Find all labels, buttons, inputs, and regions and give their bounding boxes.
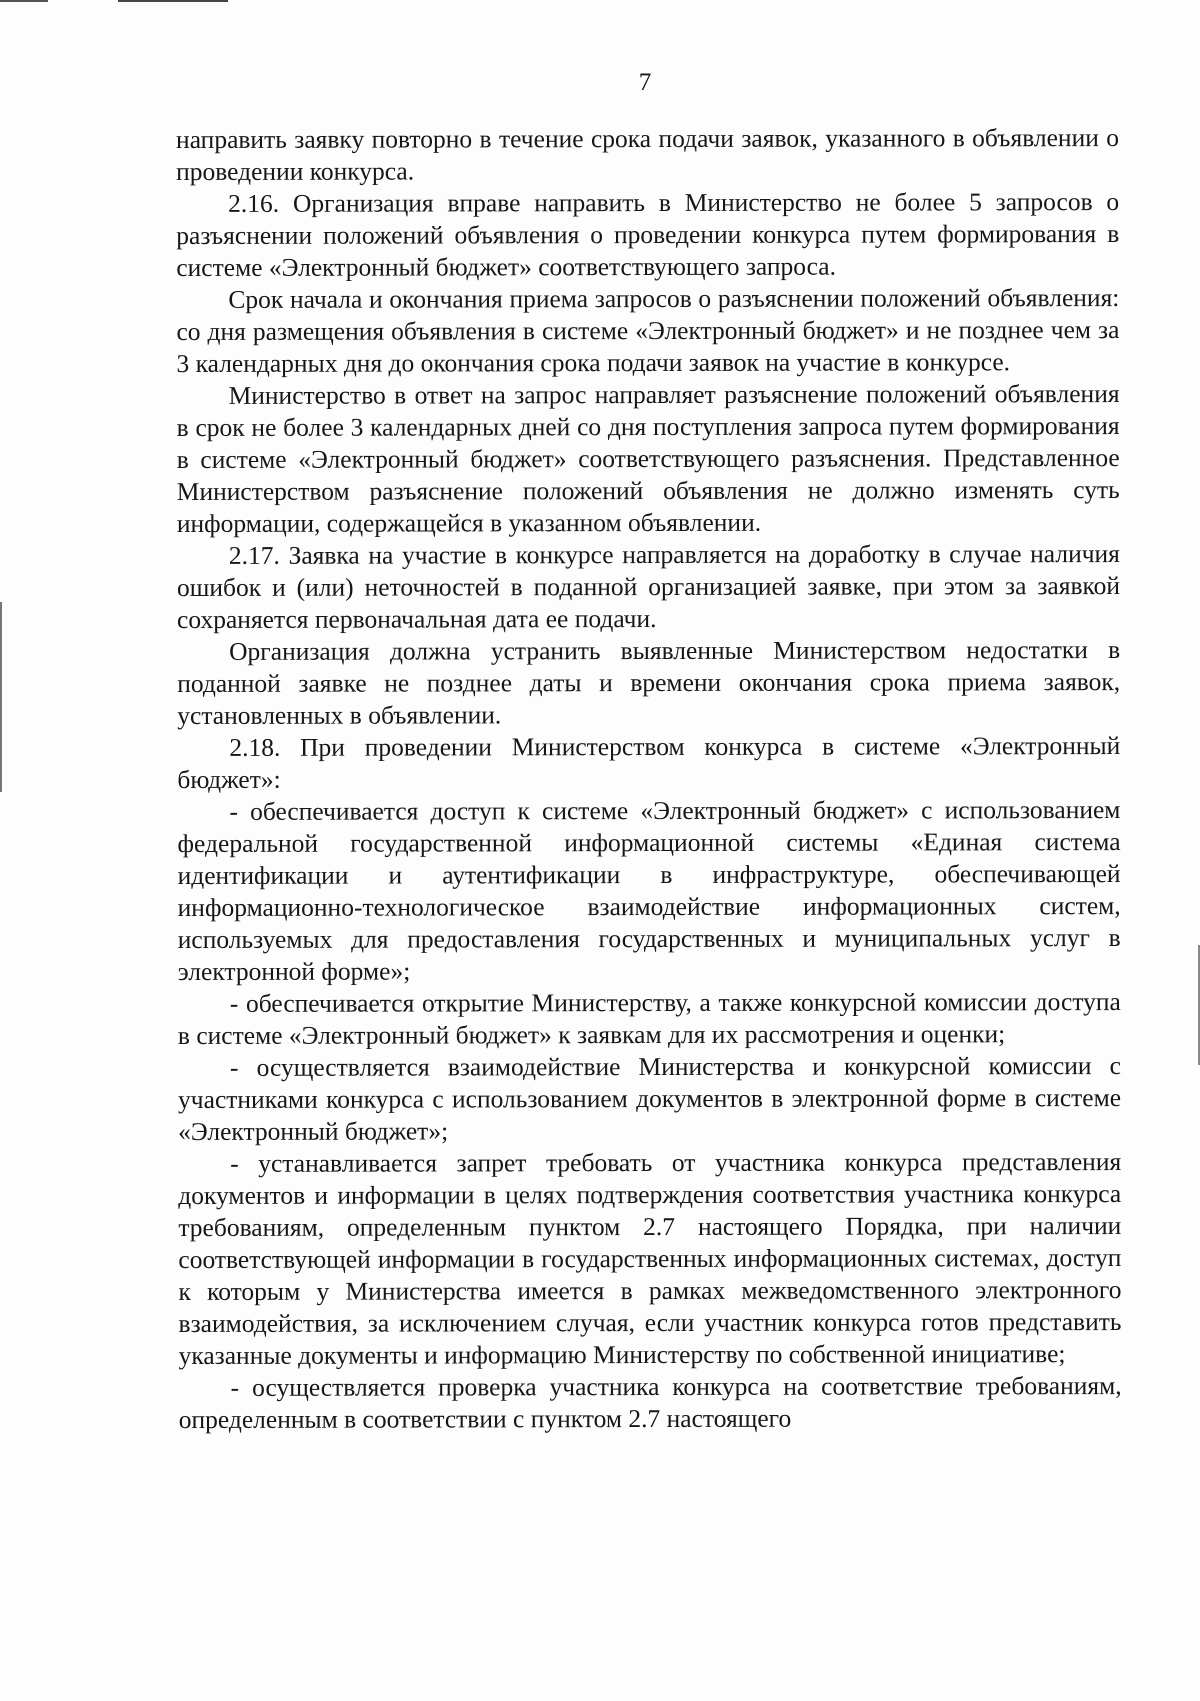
document-body <box>176 122 1122 1436</box>
scan-artifact-top <box>118 0 228 2</box>
paragraph-12: - осуществляется проверка участника конкурса на соответствие требованиям, определенным в соответствии с пунктом 2.7 настоящего <box>178 1371 1122 1434</box>
paragraph-4: Министерство в ответ на запрос направляет разъяснение положений объявления в срок не более 3 календарных дней со дня поступления запроса путем формирования в системе «Электронный бюджет» соответствующего разъяснения. Представленное Министерством разъяснение положений объявления не должно изменять суть информации, содержащейся в указанном объявлении. <box>176 379 1120 538</box>
paragraph-10: - осуществляется взаимодействие Министерства и конкурсной комиссии с участниками конкурса с использованием документов в электронной форме в системе «Электронный бюджет»; <box>178 1051 1122 1146</box>
paragraph-3: Срок начала и окончания приема запросов о разъяснении положений объявления: со дня размещения объявления в системе «Электронный бюджет» и не позднее чем за 3 календарных дня до окончания срока подачи заявок на участие в конкурсе. <box>176 283 1120 378</box>
paragraph-7: 2.18. При проведении Министерством конкурса в системе «Электронный бюджет»: <box>177 731 1121 794</box>
paragraph-2: 2.16. Организация вправе направить в Министерство не более 5 запросов о разъяснении положений объявления о проведении конкурса путем формирования в системе «Электронный бюджет» соответствующего запроса. <box>176 187 1120 282</box>
scan-artifact-left-edge <box>0 602 2 792</box>
paragraph-5: 2.17. Заявка на участие в конкурсе направляется на доработку в случае наличия ошибок и (или) неточностей в поданной организацией заявке, при этом за заявкой сохраняется первоначальная дата ее подачи. <box>176 539 1120 634</box>
paragraph-8: - обеспечивается доступ к системе «Электронный бюджет» с использованием федеральной государственной информационной системы «Единая система идентификации и аутентификации в инфраструктуре, обеспечивающей информационно-технологическое взаимодействие информационных систем, используемых для предоставления государственных и муниципальных услуг в электронной форме»; <box>177 795 1121 986</box>
page-number: 7 <box>638 69 652 96</box>
paragraph-11: - устанавливается запрет требовать от участника конкурса представления документов и информации в целях подтверждения соответствия участника конкурса требованиям, определенным пунктом 2.7 настоящего Порядка, при наличии соответствующей информации в государственных информационных системах, доступ к которым у Министерства имеется в рамках межведомственного электронного взаимодействия, за исключением случая, если участник конкурса готов представить указанные документы и информацию Министерству по собственной инициативе; <box>178 1147 1122 1370</box>
paragraph-9: - обеспечивается открытие Министерству, а также конкурсной комиссии доступа в системе «Электронный бюджет» к заявкам для их рассмотрения и оценки; <box>177 987 1121 1050</box>
paragraph-6: Организация должна устранить выявленные Министерством недостатки в поданной заявке не позднее даты и времени окончания срока приема заявок, установленных в объявлении. <box>177 635 1121 730</box>
scan-artifact-top-left <box>0 0 48 2</box>
paragraph-1: направить заявку повторно в течение срока подачи заявок, указанного в объявлении о проведении конкурса. <box>176 123 1120 186</box>
